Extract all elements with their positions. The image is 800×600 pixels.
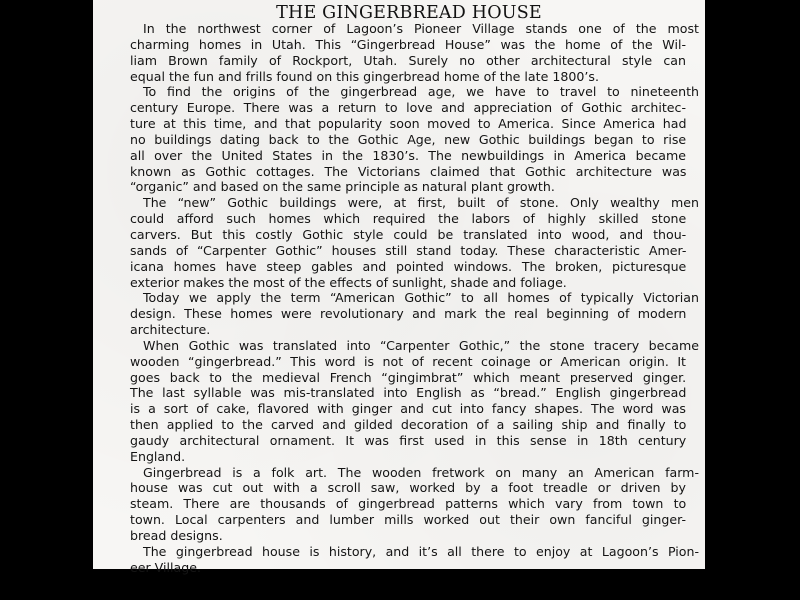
- paragraph: [117, 290, 699, 338]
- scanned-page: [93, 0, 705, 575]
- paragraph: [117, 195, 699, 290]
- text-line: known as Gothic cottages. The Victorians claimed that Gothic architecture was: [130, 163, 687, 179]
- paragraph: [117, 84, 699, 195]
- article-body: [117, 21, 699, 576]
- text-line: The “new” Gothic buildings were, at first, built of stone. Only wealthy men: [143, 195, 699, 211]
- text-line: wooden “gingerbread.” This word is not of recent coinage or American origin. It: [130, 353, 686, 369]
- text-line: all over the United States in the 1830’s. The newbuildings in America became: [130, 147, 686, 163]
- text-line: England.: [130, 448, 186, 464]
- paragraph: [117, 464, 699, 544]
- text-line: steam. There are thousands of gingerbread patterns which vary from town to: [130, 496, 687, 512]
- text-line: sands of “Carpenter Gothic” houses still stand today. These characteristic Amer-: [130, 242, 687, 258]
- text-line: carvers. But this costly Gothic style could be translated into wood, and thou-: [130, 226, 687, 242]
- paragraph: [117, 543, 699, 576]
- text-line: ture at this time, and that popularity soon moved to America. Since America had: [130, 116, 687, 132]
- text-line: In the northwest corner of Lagoon’s Pioneer Village stands one of the most: [143, 21, 699, 36]
- text-line: then applied to the carved and gilded decoration of a sailing ship and finally to: [130, 417, 687, 433]
- text-line: The gingerbread house is history, and it’s all there to enjoy at Lagoon’s Pion-: [143, 543, 699, 559]
- text-line: architecture.: [130, 322, 211, 338]
- text-line: century Europe. There was a return to love and appreciation of Gothic architec-: [130, 100, 686, 116]
- text-line: bread designs.: [130, 528, 223, 543]
- text-line: To find the origins of the gingerbread age, we have to travel to nineteenth: [143, 84, 699, 100]
- text-line: eer Village.: [130, 559, 201, 575]
- text-line: Today we apply the term “American Gothic” to all homes of typically Victorian: [143, 290, 699, 306]
- text-line: no buildings dating back to the Gothic Age, new Gothic buildings began to rise: [130, 131, 687, 147]
- text-line: equal the fun and frills found on this gingerbread home of the late 1800’s.: [130, 68, 599, 84]
- text-line: house was cut out with a scroll saw, worked by a foot treadle or driven by: [130, 480, 686, 496]
- text-line: is a sort of cake, flavored with ginger and cut into fancy shapes. The word was: [130, 401, 686, 417]
- text-line: gaudy architectural ornament. It was first used in this sense in 18th century: [130, 432, 687, 448]
- text-line: could afford such homes which required the labors of highly skilled stone: [130, 211, 687, 227]
- page-title: THE GINGERBREAD HOUSE: [276, 3, 542, 23]
- text-line: When Gothic was translated into “Carpenter Gothic,” the stone tracery became: [143, 337, 699, 353]
- paragraph: [117, 21, 699, 84]
- text-line: exterior makes the most of the effects of sunlight, shade and foliage.: [130, 274, 567, 290]
- text-line: liam Brown family of Rockport, Utah. Surely no other architectural style can: [130, 52, 686, 68]
- text-line: goes back to the medieval French “gingimbrat” which meant preserved ginger.: [130, 369, 687, 385]
- text-line: town. Local carpenters and lumber mills worked out their own fanciful ginger-: [130, 512, 686, 528]
- paragraph: [117, 337, 699, 465]
- text-line: charming homes in Utah. This “Gingerbread House” was the home of the Wil-: [130, 36, 686, 52]
- text-line: icana homes have steep gables and pointed windows. The broken, picturesque: [130, 258, 687, 274]
- text-line: “organic” and based on the same principle as natural plant growth.: [130, 179, 555, 195]
- text-line: design. These homes were revolutionary and mark the real beginning of modern: [130, 306, 687, 322]
- text-line: The last syllable was mis-translated into English as “bread.” English gingerbread: [130, 385, 687, 401]
- text-line: Gingerbread is a folk art. The wooden fretwork on many an American farm-: [143, 464, 699, 480]
